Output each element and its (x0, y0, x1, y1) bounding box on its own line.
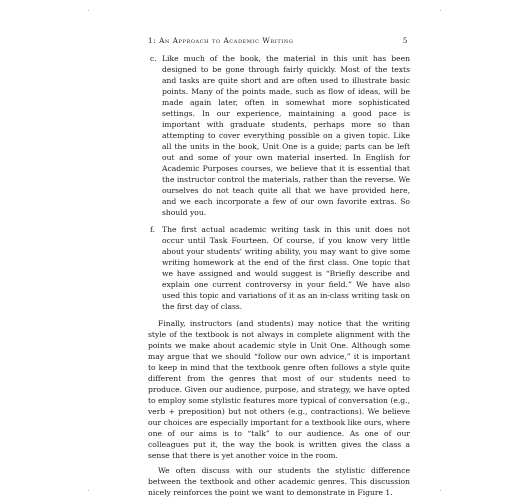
list-item (148, 53, 410, 218)
crop-mark-bottom-left (88, 490, 89, 491)
list-marker: c. (150, 54, 157, 63)
crop-mark-top-right (440, 10, 441, 11)
list-item-text: Like much of the book, the material in this unit has been designed to be gone through fairly quickly. Most of the texts and tasks are quite short and are often used to illustrate basic points. Many of the points made, such as flow of ideas, will be made again later, often in somewhat more sophisticated settings. In our experience, maintaining a good pace is important with graduate students, perhaps more so than attempting to cover everything possible on a given topic. Like all the units in the book, Unit One is a guide; parts can be left out and some of your own material inserted. In English for Academic Purposes courses, we believe that it is essential that the instructor control the materials, rather than the reverse. We ourselves do not teach quite all that we have provided here, and we each incorporate a few of our own favorite extras. So should you. (162, 54, 410, 217)
document-page (148, 36, 410, 498)
running-head (148, 36, 410, 45)
list-item (148, 224, 410, 312)
crop-mark-bottom-right (440, 490, 441, 491)
notes-list (148, 53, 410, 312)
list-item-text: The first actual academic writing task in this unit does not occur until Task Fourteen. Of course, if you know very little about your students' writing ability, you may want to give some writing homework at the end of the first class. One topic that we have assigned and would suggest is “Briefly describe and explain one current controversy in your field.” We have also used this topic and variations of it as an in-class writing task on the first day of class. (162, 225, 410, 311)
page-number: 5 (402, 36, 408, 45)
body-paragraph: We often discuss with our students the stylistic difference between the textbook and other academic genres. This discussion nicely reinforces the point we want to demonstrate in Figure 1. (148, 466, 410, 497)
body-paragraph: Finally, instructors (and students) may notice that the writing style of the textbook is not always in complete alignment with the points we make about academic style in Unit One. Although some may argue that we should “follow our own advice,” it is important to keep in mind that the textbook genre often follows a style quite different from the genres that most of our students need to produce. Given our audience, purpose, and strategy, we have opted to employ some stylistic features more typical of conversation (e.g., verb + preposition) but not others (e.g., contractions). We believe our choices are especially important for a textbook like ours, where one of our aims is to “talk” to our audience. As one of our colleagues put it, the way the book is written gives the class a sense that there is yet another voice in the room. (148, 319, 410, 460)
crop-mark-top-left (88, 10, 89, 11)
list-marker: f. (150, 225, 155, 234)
running-title: 1: An Approach to Academic Writing (148, 36, 294, 45)
